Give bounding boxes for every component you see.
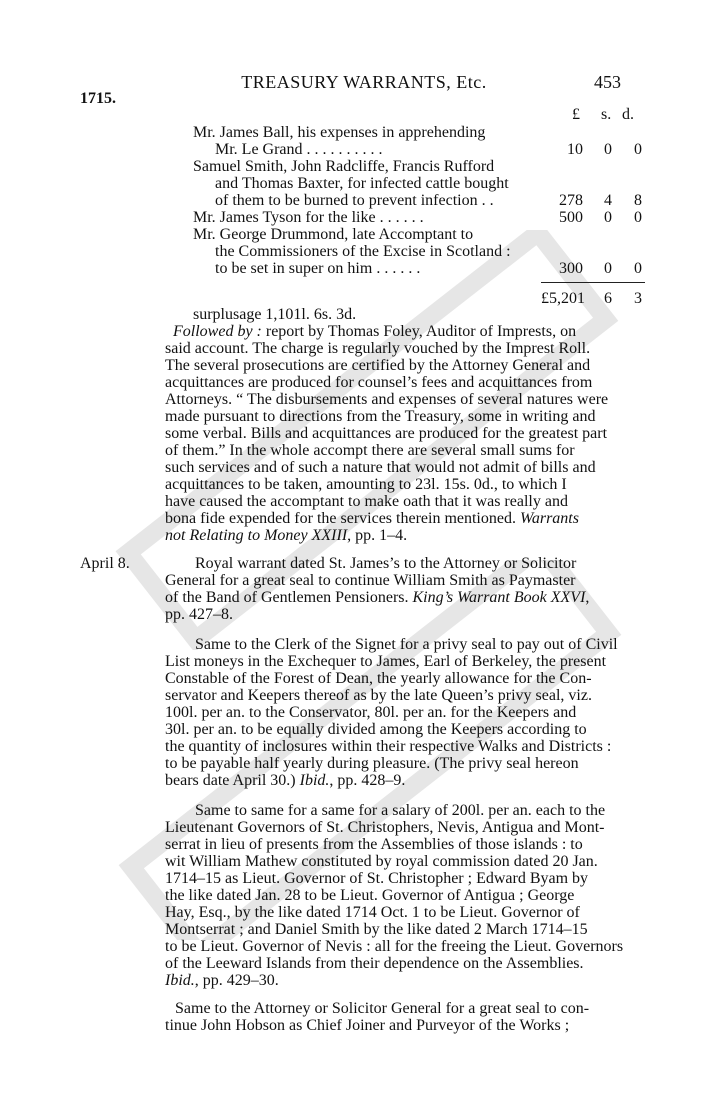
account-item	[193, 226, 543, 277]
amount-shillings: 0	[604, 141, 612, 158]
pounds-head: £	[572, 106, 580, 123]
source-reference: Ibid.	[299, 772, 330, 789]
paragraph-line: acquittances are produced for counsel’s fees and acquittances from	[165, 374, 593, 391]
page-number: 453	[594, 72, 621, 92]
paragraph-line: have caused the accomptant to make oath that it was really and	[165, 493, 568, 510]
paragraph-line: Same to the Attorney or Solicitor General for a great seal to con-	[175, 1000, 590, 1017]
item-line: and Thomas Baxter, for infected cattle bought	[215, 175, 509, 192]
paragraph-line: Same to same for a same for a salary of 200l. per an. each to the	[195, 802, 606, 819]
source-reference: Ibid.	[165, 972, 195, 989]
paragraph-line: to be Lieut. Governor of Nevis : all for the freeing the Lieut. Governors	[165, 938, 624, 955]
item-line: Mr. George Drummond, late Accomptant to	[193, 226, 474, 243]
total-shillings: 6	[604, 290, 612, 307]
total-pence: 3	[634, 290, 642, 307]
reference-pages: pp. 427–8.	[165, 606, 233, 623]
source-reference: King’s Warrant Book XXVI	[412, 589, 586, 606]
total-rule	[541, 282, 645, 283]
paragraph-line: Lieutenant Governors of St. Christophers, Nevis, Antigua and Mont-	[165, 819, 605, 836]
reference-pages: , pp. 428–9.	[329, 772, 406, 789]
amount-pence: 0	[634, 141, 642, 158]
item-line: Mr. James Ball, his expenses in apprehending	[193, 124, 486, 141]
paragraph-line: acquittances to be taken, amounting to 23l. 15s. 0d., to which I	[165, 476, 567, 493]
paragraph-line: of them.” In the whole accompt there are several small sums for	[165, 442, 575, 459]
paragraph-line: wit William Mathew constituted by royal commission dated 20 Jan.	[165, 853, 598, 870]
paragraph-line: Hay, Esq., by the like dated 1714 Oct. 1 to be Lieut. Governor of	[165, 904, 580, 921]
item-line: Mr. Le Grand . . . . . . . . . .	[215, 141, 383, 158]
paragraph-line: List moneys in the Exchequer to James, Earl of Berkeley, the present	[165, 653, 607, 670]
account-item	[193, 209, 543, 226]
item-line: of them to be burned to prevent infection . .	[215, 192, 494, 209]
amount-pounds: 500	[559, 209, 583, 226]
paragraph-line: tinue John Hobson as Chief Joiner and Purveyor of the Works ;	[165, 1017, 570, 1034]
paragraph-line: General for a great seal to continue William Smith as Paymaster	[165, 572, 576, 589]
paragraph-line: the like dated Jan. 28 to be Lieut. Governor of Antigua ; George	[165, 887, 575, 904]
paragraph-line: 100l. per an. to the Conservator, 80l. per an. for the Keepers and	[165, 704, 577, 721]
paragraph-line: made pursuant to directions from the Treasury, some in writing and	[165, 408, 596, 425]
paragraph-line: the quantity of inclosures within their respective Walks and Districts :	[165, 738, 612, 755]
paragraph-line: report by Thomas Foley, Auditor of Imprests, on	[261, 323, 577, 340]
total-pounds: £5,201	[541, 290, 585, 307]
amount-shillings: 0	[604, 260, 612, 277]
paragraph-line: Constable of the Forest of Dean, the yearly allowance for the Con-	[165, 670, 592, 687]
paragraph-line: some verbal. Bills and acquittances are produced for the greatest part	[165, 425, 608, 442]
year-label: 1715.	[80, 90, 116, 107]
warrant-paragraph	[165, 1000, 645, 1034]
amount-pounds: 10	[567, 141, 583, 158]
amount-shillings: 4	[604, 192, 612, 209]
account-item	[193, 124, 543, 158]
shillings-head: s.	[601, 106, 612, 123]
source-reference: Warrants	[519, 510, 579, 527]
paragraph-line: said account. The charge is regularly vouched by the Imprest Roll.	[165, 340, 591, 357]
source-reference: not Relating to Money XXIII	[165, 527, 348, 544]
paragraph-line: servator and Keepers thereof as by the late Queen’s privy seal, viz.	[165, 687, 592, 704]
amount-pence: 8	[634, 192, 642, 209]
paragraph-line: Montserrat ; and Daniel Smith by the like dated 2 March 1714–15	[165, 921, 588, 938]
item-line: to be set in super on him . . . . . .	[215, 260, 421, 277]
paragraph-line: Same to the Clerk of the Signet for a privy seal to pay out of Civil	[195, 636, 618, 653]
paragraph-line: of the Band of Gentlemen Pensioners.	[165, 589, 409, 606]
paragraph-line: to be payable half yearly during pleasure. (The privy seal hereon	[165, 755, 579, 772]
warrant-paragraph: Royal warrant dated St. James’s to the Attorney or Solicitor General for a great seal to continue William Smith as Paymaster of the Band of Gentlemen Pensioners. King’s Warrant Book XXVI, pp. 427–8.	[165, 555, 645, 623]
item-line: the Commissioners of the Excise in Scotland :	[215, 243, 511, 260]
entry-date: April 8.	[80, 555, 130, 572]
reference-pages: , pp. 1–4.	[347, 527, 408, 544]
paragraph-line: such services and of such a nature that would not admit of bills and	[165, 459, 596, 476]
paragraph-line: The several prosecutions are certified by the Attorney General and	[165, 357, 591, 374]
paragraph-line: 1714–15 as Lieut. Governor of St. Christopher ; Edward Byam by	[165, 870, 589, 887]
surplusage-line: surplusage 1,101l. 6s. 3d.	[193, 306, 357, 323]
warrant-paragraph	[165, 636, 645, 789]
paragraph-line: bona fide expended for the services therein mentioned.	[165, 510, 516, 527]
reference-pages: , pp. 429–30.	[194, 972, 279, 989]
amount-pounds: 300	[559, 260, 583, 277]
paragraph-line: 30l. per an. to be equally divided among the Keepers according to	[165, 721, 587, 738]
item-line: Samuel Smith, John Radcliffe, Francis Rufford	[193, 158, 495, 175]
paragraph-line: serrat in lieu of presents from the Assemblies of those islands : to	[165, 836, 583, 853]
warrant-paragraph	[165, 802, 645, 989]
item-line: Mr. James Tyson for the like . . . . . .	[193, 209, 424, 226]
paragraph-line: Attorneys. “ The disbursements and expenses of several natures were	[165, 391, 609, 408]
paragraph-line: bears date April 30.)	[165, 772, 296, 789]
followed-by-paragraph	[165, 323, 645, 544]
paragraph-line: of the Leeward Islands from their dependence on the Assemblies.	[165, 955, 584, 972]
running-head-title: TREASURY WARRANTS, Etc.	[241, 72, 487, 92]
amount-pence: 0	[634, 260, 642, 277]
pence-head: d.	[622, 106, 634, 123]
followed-by-lead: Followed by :	[173, 323, 262, 340]
amount-pounds: 278	[559, 192, 583, 209]
amount-shillings: 0	[604, 209, 612, 226]
account-item	[193, 158, 543, 209]
paragraph-line: Royal warrant dated St. James’s to the Attorney or Solicitor	[195, 555, 577, 572]
amount-pence: 0	[634, 209, 642, 226]
